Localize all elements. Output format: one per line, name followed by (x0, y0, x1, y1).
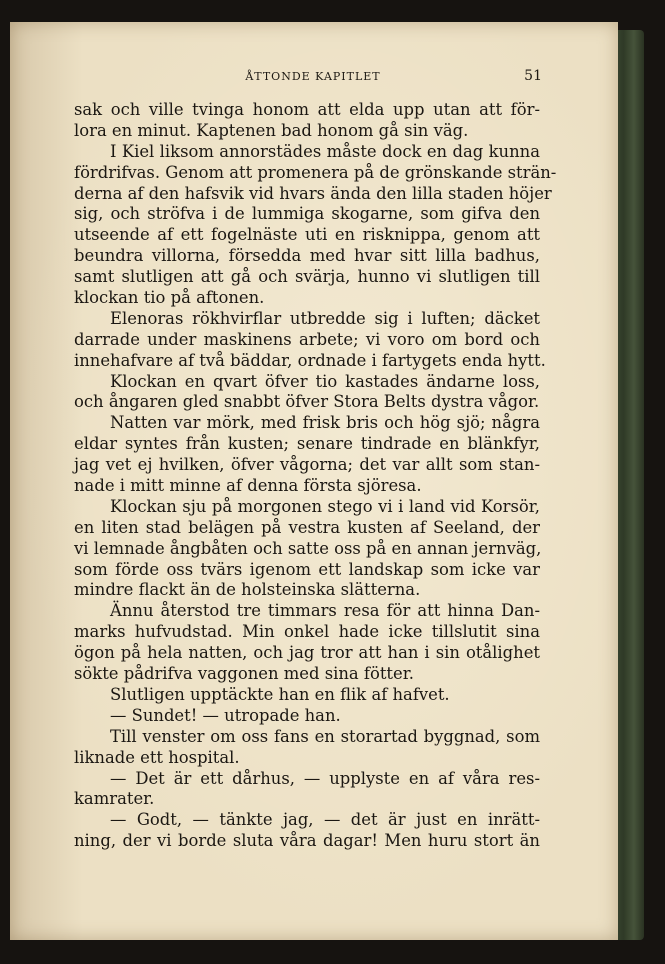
book-page (10, 22, 618, 940)
text-line: sig, och ströfva i de lummiga skogarne, som gifva den (74, 204, 540, 224)
text-line: marks hufvudstad. Min onkel hade icke tillslutit sina (74, 622, 540, 642)
text-line: derna af den hafsvik vid hvars ända den lilla staden höjer (74, 183, 552, 203)
text-line: Natten var mörk, med frisk bris och hög sjö; några (110, 413, 540, 433)
text-line: mindre flackt än de holsteinska slätterna. (74, 580, 421, 600)
text-line: en liten stad belägen på vestra kusten af Seeland, der (74, 517, 540, 537)
text-line: ögon på hela natten, och jag tror att han i sin otålighet (74, 643, 540, 663)
text-line: beundra villorna, försedda med hvar sitt lilla badhus, (74, 246, 540, 266)
text-line: Slutligen upptäckte han en flik af hafvet. (110, 684, 450, 704)
text-line: lora en minut. Kaptenen bad honom gå sin väg. (74, 120, 469, 140)
text-line: I Kiel liksom annorstädes måste dock en dag kunna (110, 141, 540, 161)
text-line: ning, der vi borde sluta våra dagar! Men huru stort än (74, 831, 540, 851)
text-line: darrade under maskinens arbete; vi voro om bord och (74, 329, 540, 349)
text-line: Ännu återstod tre timmars resa för att hinna Dan- (110, 601, 540, 621)
text-line: — Godt, — tänkte jag, — det är just en inrätt- (110, 810, 540, 830)
text-line: nade i mitt minne af denna första sjöresa. (74, 476, 422, 496)
text-line: Elenoras rökhvirflar utbredde sig i luften; däcket (110, 308, 540, 328)
text-line: Klockan en qvart öfver tio kastades ändarne loss, (110, 371, 540, 391)
text-line: liknade ett hospital. (74, 747, 240, 767)
text-line: sökte pådrifva vaggonen med sina fötter. (74, 664, 414, 684)
text-line: Till venster om oss fans en storartad byggnad, som (110, 726, 540, 746)
running-head (84, 68, 542, 88)
text-line: sak och ville tvinga honom att elda upp utan att för- (74, 100, 540, 119)
text-line: kamrater. (74, 789, 155, 809)
text-line: jag vet ej hvilken, öfver vågorna; det var allt som stan- (74, 455, 540, 475)
chapter-title: ÅTTONDE KAPITLET (245, 70, 381, 83)
text-line: innehafvare af två bäddar, ordnade i fartygets enda hytt. (74, 350, 546, 370)
page-number: 51 (524, 68, 542, 84)
text-line: — Sundet! — utropade han. (110, 705, 341, 725)
text-line: fördrifvas. Genom att promenera på de grönskande strän- (74, 162, 557, 182)
text-line: samt slutligen att gå och svärja, hunno vi slutligen till (74, 267, 540, 287)
text-line: Klockan sju på morgonen stego vi i land vid Korsör, (110, 496, 540, 516)
body-text (74, 100, 557, 852)
text-line: och ångaren gled snabbt öfver Stora Belts dystra vågor. (74, 392, 540, 412)
text-line: som förde oss tvärs igenom ett landskap som icke var (74, 559, 540, 579)
text-line: klockan tio på aftonen. (74, 288, 265, 308)
text-line: utseende af ett fogelnäste uti en risknippa, genom att (74, 225, 540, 245)
text-line: — Det är ett dårhus, — upplyste en af våra res- (110, 768, 540, 788)
text-line: vi lemnade ångbåten och satte oss på en annan jernväg, (74, 538, 542, 558)
text-line: eldar syntes från kusten; senare tindrade en blänkfyr, (74, 434, 540, 454)
